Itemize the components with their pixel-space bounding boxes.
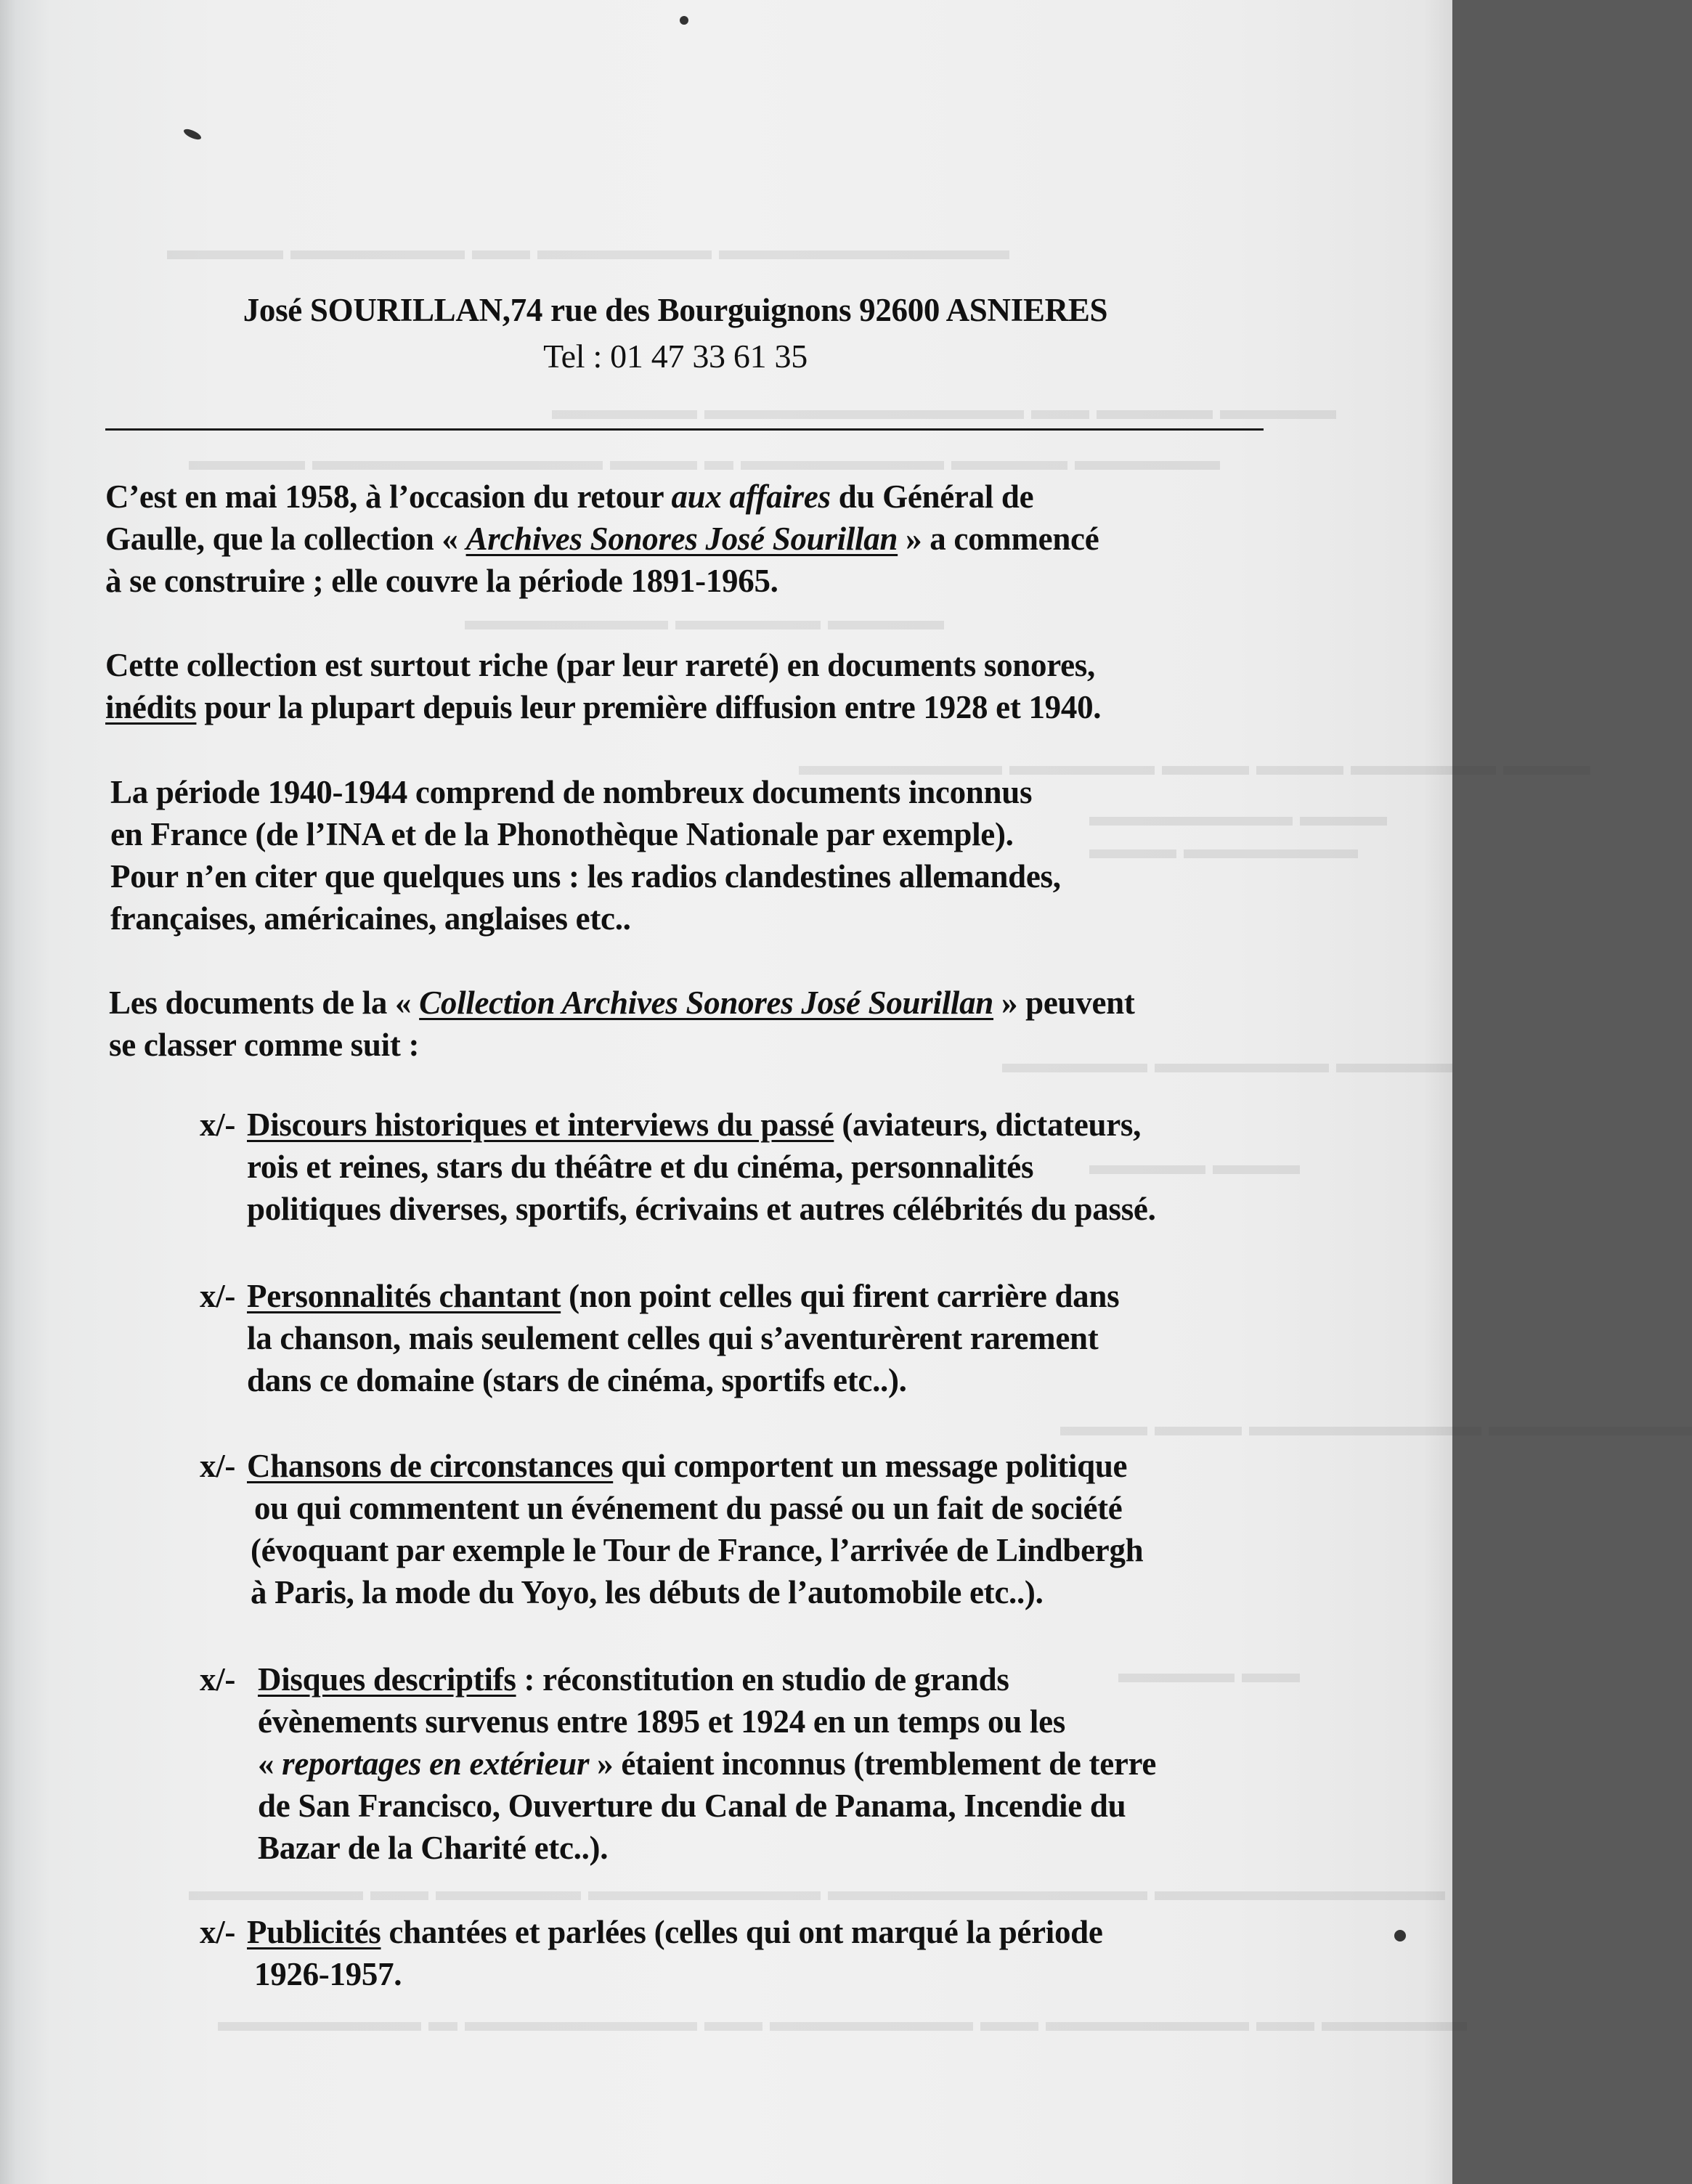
list-item-line: Chansons de circonstances qui comportent un message politique <box>247 1448 1128 1484</box>
telephone-number: Tel : 01 47 33 61 35 <box>543 338 808 375</box>
list-item-line: dans ce domaine (stars de cinéma, sportifs etc..). <box>247 1362 907 1398</box>
ink-speck <box>182 127 203 142</box>
list-item-line: (évoquant par exemple le Tour de France, l’arrivée de Lindbergh <box>251 1532 1144 1568</box>
list-item-line: rois et reines, stars du théâtre et du cinéma, personnalités <box>247 1149 1034 1185</box>
show-through-text: ▬▬▬▬ ▬▬▬ <box>1089 1148 1300 1181</box>
show-through-text: ▬▬▬▬▬▬▬ ▬▬▬▬▬ ▬▬▬ ▬▬▬ ▬▬▬▬▬ ▬▬▬ <box>799 749 1590 781</box>
list-item-marker: x/- <box>200 1278 236 1314</box>
show-through-text: ▬▬▬▬▬ ▬▬▬▬▬▬▬▬▬▬▬ ▬▬ ▬▬▬▬ ▬▬▬▬ <box>552 393 1336 425</box>
paragraph-line: Les documents de la « Collection Archives Sonores José Sourillan » peuvent <box>109 985 1135 1021</box>
show-through-text: ▬▬▬▬▬▬ ▬▬ ▬▬▬▬▬ ▬▬▬▬▬▬▬▬ ▬▬▬▬▬▬▬▬▬▬▬ ▬▬▬▬▬▬▬▬▬▬ <box>189 1874 1445 1907</box>
paragraph-line: Cette collection est surtout riche (par leur rareté) en documents sonores, <box>105 647 1095 683</box>
show-through-text: ▬▬▬▬ ▬▬ <box>1118 1656 1300 1689</box>
show-through-text: ▬▬▬ ▬▬▬ ▬▬▬▬▬▬▬▬ ▬▬▬▬▬▬▬ <box>1060 1409 1692 1442</box>
list-item-line: Publicités chantées et parlées (celles qui ont marqué la période <box>247 1914 1103 1950</box>
ink-speck <box>680 16 688 25</box>
list-item-line: la chanson, mais seulement celles qui s’aventurèrent rarement <box>247 1320 1099 1356</box>
list-item-line: Bazar de la Charité etc..). <box>258 1830 609 1866</box>
paragraph-line: C’est en mai 1958, à l’occasion du retour aux affaires du Général de <box>105 478 1034 515</box>
list-item-marker: x/- <box>200 1661 236 1698</box>
list-item-line: de San Francisco, Ouverture du Canal de Panama, Incendie du <box>258 1788 1126 1824</box>
show-through-text: ▬▬▬▬▬ ▬▬▬▬▬▬ ▬▬▬▬ <box>1002 1046 1452 1079</box>
list-item-line: 1926-1957. <box>254 1956 402 1992</box>
list-item-line: évènements survenus entre 1895 et 1924 en un temps ou les <box>258 1703 1066 1740</box>
list-item-marker: x/- <box>200 1448 236 1484</box>
paragraph-line: La période 1940-1944 comprend de nombreux documents inconnus <box>110 774 1033 810</box>
paragraph-line: inédits pour la plupart depuis leur première diffusion entre 1928 et 1940. <box>105 689 1102 725</box>
list-item-marker: x/- <box>200 1107 236 1143</box>
paragraph-line: à se construire ; elle couvre la période 1891-1965. <box>105 563 778 599</box>
list-item-line: à Paris, la mode du Yoyo, les débuts de l’automobile etc..). <box>251 1574 1044 1610</box>
show-through-text: ▬▬▬ ▬▬▬▬▬▬ <box>1089 832 1358 865</box>
show-through-text: ▬▬▬▬▬▬▬ ▬ ▬▬▬▬▬▬▬▬ ▬▬ ▬▬▬▬▬▬▬ ▬▬ ▬▬▬▬▬▬▬ ▬▬ ▬▬▬▬▬ <box>218 2005 1467 2037</box>
list-item-line: Discours historiques et interviews du passé (aviateurs, dictateurs, <box>247 1107 1142 1143</box>
paragraph-line: en France (de l’INA et de la Phonothèque Nationale par exemple). <box>110 816 1014 852</box>
list-item-line: « reportages en extérieur » étaient inconnus (tremblement de terre <box>258 1745 1157 1782</box>
header-divider <box>105 428 1264 431</box>
ink-speck <box>1394 1930 1406 1941</box>
show-through-text: ▬▬▬▬ ▬▬▬▬▬▬▬▬▬▬ ▬▬▬ ▬ ▬▬▬▬▬▬▬ ▬▬▬▬ ▬▬▬▬▬ <box>189 444 1220 476</box>
paragraph-line: françaises, américaines, anglaises etc.. <box>110 900 631 937</box>
list-item-line: ou qui commentent un événement du passé ou un fait de société <box>254 1490 1123 1526</box>
list-item-line: Disques descriptifs : réconstitution en studio de grands <box>258 1661 1009 1698</box>
paragraph-line: Gaulle, que la collection « Archives Sonores José Sourillan » a commencé <box>105 521 1099 557</box>
show-through-text: ▬▬▬▬▬▬▬ ▬▬▬ <box>1089 799 1387 832</box>
show-through-text: ▬▬▬▬▬▬▬ ▬▬▬▬▬ ▬▬▬▬ <box>465 603 944 636</box>
list-item-line: politiques diverses, sportifs, écrivains et autres célébrités du passé. <box>247 1191 1156 1227</box>
list-item-line: Personnalités chantant (non point celles qui firent carrière dans <box>247 1278 1120 1314</box>
show-through-text: ▬▬▬▬ ▬▬▬▬▬▬ ▬▬ ▬▬▬▬▬▬ ▬▬▬▬▬▬▬▬▬▬ <box>167 233 1009 266</box>
paragraph-line: Pour n’en citer que quelques uns : les radios clandestines allemandes, <box>110 858 1061 895</box>
sender-name-address: José SOURILLAN,74 rue des Bourguignons 92600 ASNIERES <box>243 292 1108 328</box>
list-item-marker: x/- <box>200 1914 236 1950</box>
paragraph-line: se classer comme suit : <box>109 1027 420 1063</box>
